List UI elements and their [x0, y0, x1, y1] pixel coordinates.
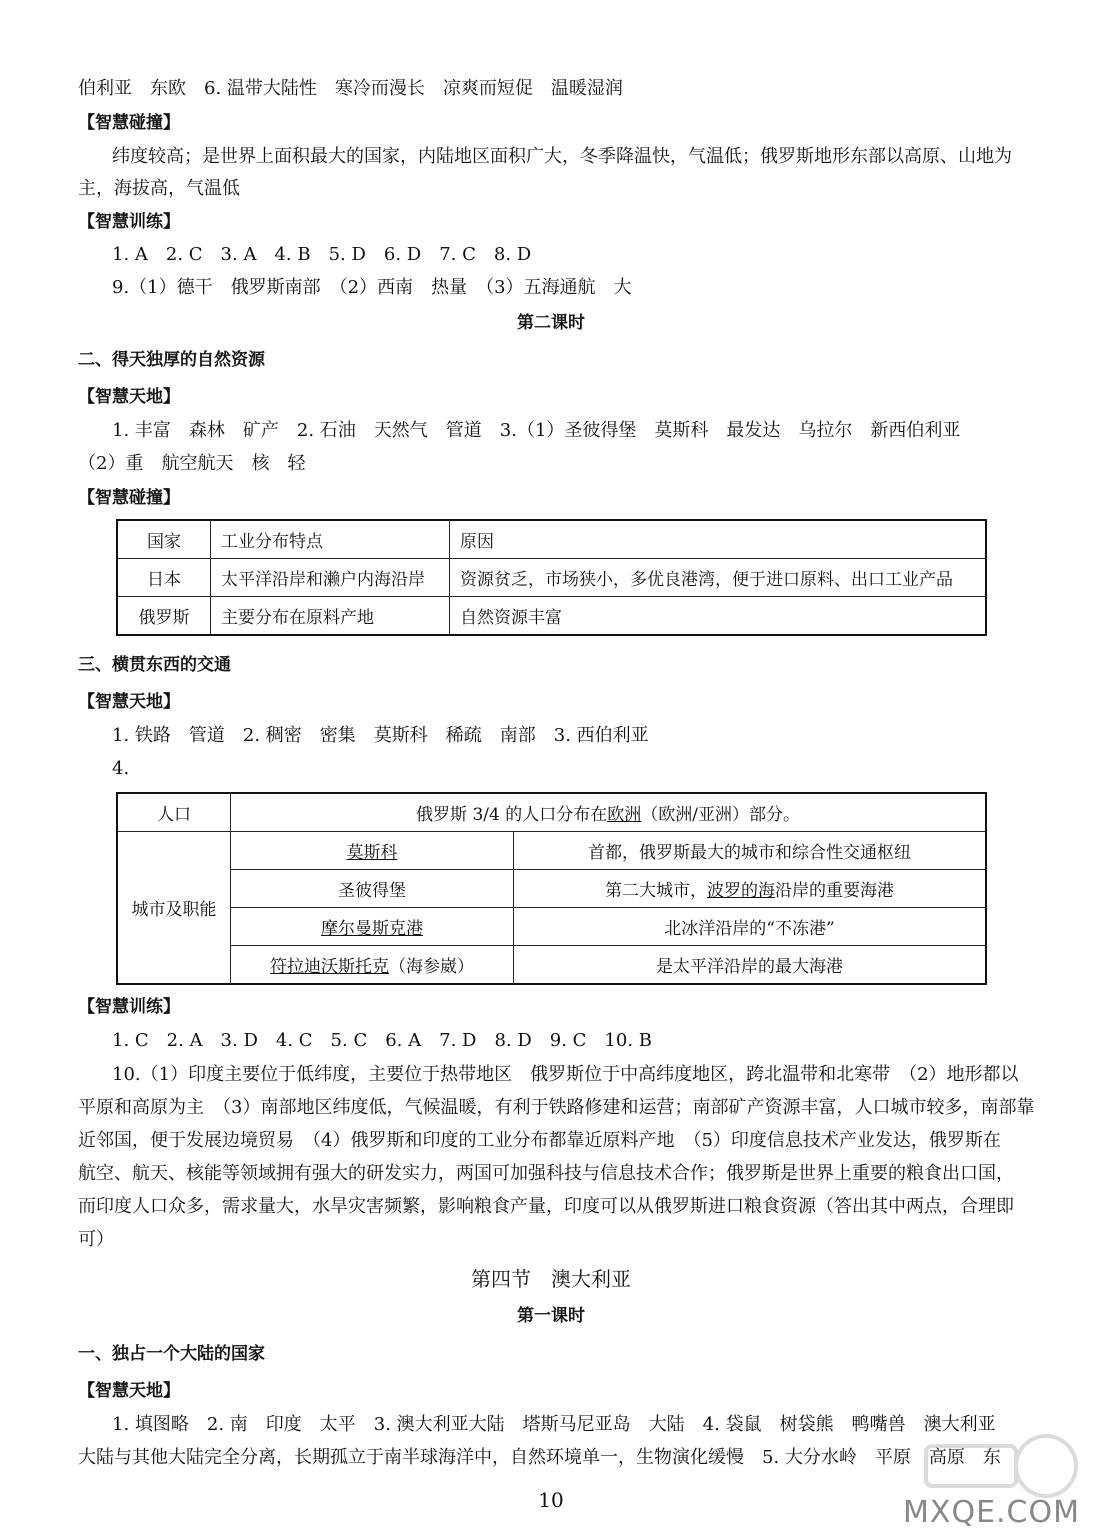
text-line: 10.（1）印度主要位于低纬度，主要位于热带地区 俄罗斯位于中高纬度地区，跨北温带和北寒带 （2）地形都以 [112, 1064, 1019, 1085]
pop-text: 俄罗斯 3/4 的人口分布在 [416, 805, 608, 825]
section-heading: 二、得天独厚的自然资源 [78, 350, 265, 370]
industry-table [116, 519, 987, 636]
table-row [117, 793, 986, 832]
text-line: 4. [112, 758, 130, 779]
table-cell: 主要分布在原料产地 [211, 597, 450, 636]
text-line: 1. 铁路 管道 2. 稠密 密集 莫斯科 稀疏 南部 3. 西伯利亚 [112, 725, 649, 746]
table-cell: 太平洋沿岸和濑户内海沿岸 [211, 559, 450, 597]
table-cell: 城市及职能 [117, 832, 231, 985]
text-line: 纬度较高；是世界上面积最大的国家，内陆地区面积广大，冬季降温快，气温低；俄罗斯地形东部以高原、山地为 [112, 146, 1012, 167]
city-name: 符拉迪沃斯托克 [270, 957, 389, 977]
table-row [117, 597, 986, 636]
page-number: 10 [538, 1488, 564, 1512]
table-row [117, 832, 986, 870]
table-cell [514, 946, 987, 985]
table-cell: 俄罗斯 [117, 597, 211, 636]
heading-zhihui-tiandi: 【智慧天地】 [78, 692, 180, 712]
text-line: 1. A 2. C 3. A 4. B 5. D 6. D 7. C 8. D [112, 244, 532, 265]
text-line: 航空、航天、核能等领域拥有强大的研发实力，两国可加强科技与信息技术合作；俄罗斯是世界上重要的粮食出口国， [78, 1163, 1014, 1184]
table-cell [231, 908, 514, 946]
section-title: 第四节 澳大利亚 [471, 1267, 631, 1291]
text-line: 1. 丰富 森林 矿产 2. 石油 天然气 管道 3.（1）圣彼得堡 莫斯科 最发达 乌拉尔 新西伯利亚 [112, 420, 961, 441]
city-name: 摩尔曼斯克港 [321, 919, 423, 939]
pop-text: （欧洲/亚洲）部分。 [641, 805, 800, 825]
heading-zhihui-tiandi: 【智慧天地】 [78, 387, 180, 407]
text-line: 大陆与其他大陆完全分离，长期孤立于南半球海洋中，自然环境单一，生物演化缓慢 5. 大分水岭 平原 高原 东 [78, 1447, 1001, 1468]
city-name: 莫斯科 [346, 843, 398, 863]
text-line: 9.（1）德干 俄罗斯南部 （2）西南 热量 （3）五海通航 大 [112, 277, 632, 298]
city-role: 是太平洋沿岸的最大海港 [656, 957, 843, 977]
table-header-cell: 工业分布特点 [211, 520, 450, 559]
table-header-cell: 国家 [117, 520, 211, 559]
city-name-extra: （海参崴） [389, 957, 474, 977]
table-row [117, 946, 986, 985]
pop-answer: 欧洲 [607, 805, 642, 825]
heading-zhihui-tiandi: 【智慧天地】 [78, 1381, 180, 1401]
table-cell [514, 832, 987, 870]
table-cell [231, 793, 987, 832]
population-city-table [116, 792, 987, 985]
text-line: 主，海拔高，气温低 [78, 178, 240, 199]
text-line: （2）重 航空航天 核 轻 [78, 453, 306, 474]
section-heading: 三、横贯东西的交通 [78, 655, 231, 675]
table-cell: 资源贫乏，市场狭小，多优良港湾，便于进口原料、出口工业产品 [450, 559, 987, 597]
heading-zhihui-xunlian: 【智慧训练】 [78, 997, 180, 1017]
text-line: 近邻国，便于发展边境贸易 （4）俄罗斯和印度的工业分布都靠近原料产地 （5）印度信息技术产业发达，俄罗斯在 [78, 1130, 1001, 1151]
text-line: 平原和高原为主 （3）南部地区纬度低，气候温暖，有利于铁路修建和运营；南部矿产资源丰富，人口城市较多，南部靠 [78, 1097, 1035, 1118]
table-cell [514, 908, 987, 946]
table-row [117, 908, 986, 946]
table-header-row [117, 520, 986, 559]
table-row [117, 559, 986, 597]
table-cell: 日本 [117, 559, 211, 597]
table-cell: 自然资源丰富 [450, 597, 987, 636]
city-role: 第二大城市， [605, 881, 707, 901]
city-role: 首都，俄罗斯最大的城市和综合性交通枢纽 [588, 843, 911, 863]
text-line: 而印度人口众多，需求量大，水旱灾害频繁，影响粮食产量，印度可以从俄罗斯进口粮食资源（答出其中两点，合理即 [78, 1196, 1014, 1217]
table-cell [231, 946, 514, 985]
city-name: 圣彼得堡 [338, 881, 406, 901]
text-line: 1. 填图略 2. 南 印度 太平 3. 澳大利亚大陆 塔斯马尼亚岛 大陆 4. 袋鼠 树袋熊 鸭嘴兽 澳大利亚 [112, 1414, 996, 1435]
text-line: 可） [78, 1229, 114, 1250]
section-heading: 一、独占一个大陆的国家 [78, 1344, 265, 1364]
lesson-title: 第一课时 [517, 1306, 585, 1326]
city-role: 沿岸的重要海港 [775, 881, 894, 901]
watermark-text: MXQE.COM [903, 1495, 1080, 1530]
lesson-title: 第二课时 [517, 313, 585, 333]
table-cell [231, 832, 514, 870]
city-role: 北冰洋沿岸的“不冻港” [664, 919, 835, 939]
heading-zhihui-pengzhuang: 【智慧碰撞】 [78, 113, 180, 133]
table-cell: 人口 [117, 793, 231, 832]
text-line: 1. C 2. A 3. D 4. C 5. C 6. A 7. D 8. D 9. C 10. B [112, 1030, 653, 1051]
text-line: 伯利亚 东欧 6. 温带大陆性 寒冷而漫长 凉爽而短促 温暖湿润 [78, 78, 623, 99]
city-role-answer: 波罗的海 [707, 881, 775, 901]
table-header-cell: 原因 [450, 520, 987, 559]
table-row [117, 870, 986, 908]
heading-zhihui-pengzhuang: 【智慧碰撞】 [78, 488, 180, 508]
table-cell [514, 870, 987, 908]
table-cell [231, 870, 514, 908]
heading-zhihui-xunlian: 【智慧训练】 [78, 212, 180, 232]
